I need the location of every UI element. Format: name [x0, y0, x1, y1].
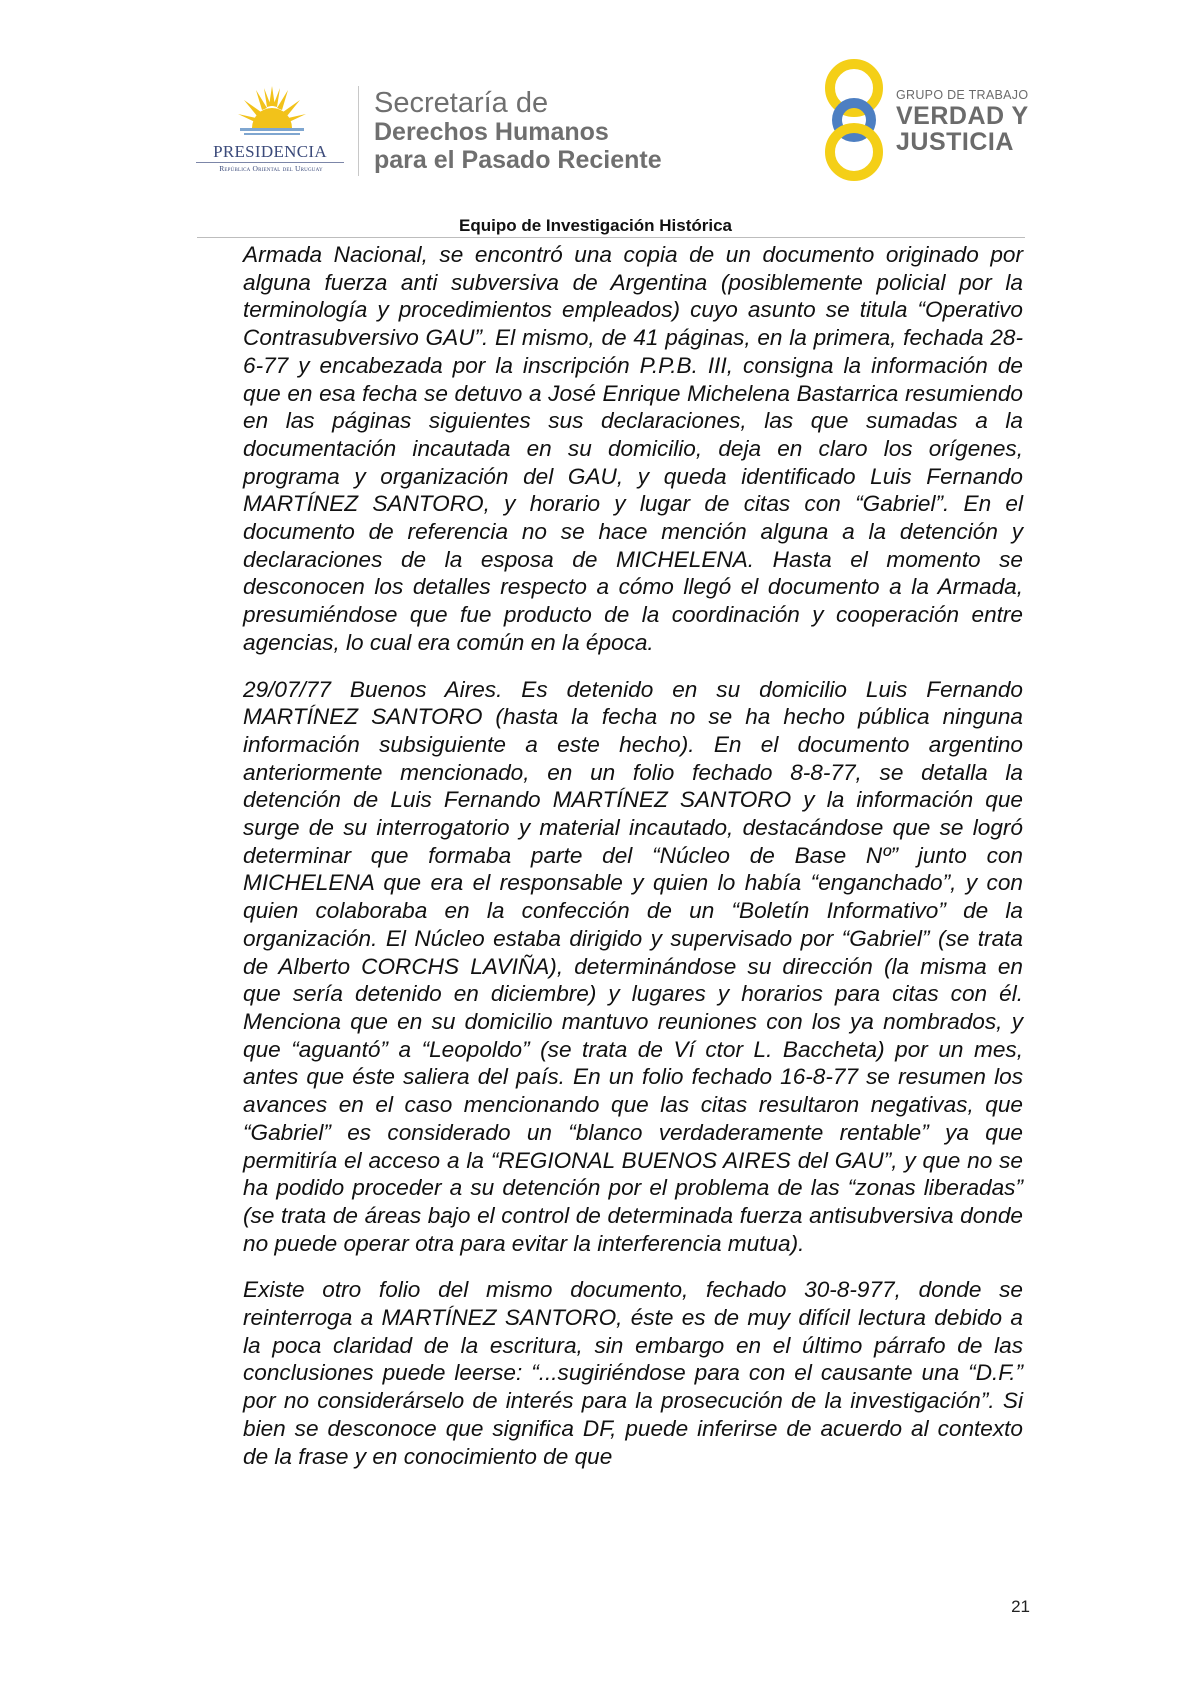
header-separator	[358, 86, 359, 176]
page-number: 21	[1011, 1597, 1030, 1616]
presidencia-logo	[196, 78, 346, 178]
paragraph-2: 29/07/77 Buenos Aires. Es detenido en su domicilio Luis Fernando MARTÍNEZ SANTORO (hasta la fecha no se ha hecho pública ninguna información subsiguiente a este hecho). En el documento argentino anteriormente mencionado, en un folio fechado 8-8-77, se detalla la detención de Luis Fernando MARTÍNEZ SANTORO y la información que surge de su interrogatorio y material incautado, destacándose que se logró determinar que formaba parte del “Núcleo de Base Nº” junto con MICHELENA que era el responsable y quien lo había “enganchado”, y con quien colaboraba en la confección de un “Boletín Informativo” de la organización. El Núcleo estaba dirigido y supervisado por “Gabriel” (se trata de Alberto CORCHS LAVIÑA), determinándose su dirección (la misma en que sería detenido en diciembre) y lugares y horarios para citas con él. Menciona que en su domicilio mantuvo reuniones con los ya nombrados, y que “aguantó” a “Leopoldo” (se trata de Ví ctor L. Baccheta) por un mes, antes que éste saliera del país. En un folio fechado 16-8-77 se resumen los avances en el caso mencionando que las citas resultaron negativas, que “Gabriel” es considerado un “blanco verdaderamente rentable” ya que permitiría el acceso a la “REGIONAL BUENOS AIRES del GAU”, y que no se ha podido proceder a su detención por el problema de las “zonas liberadas” (se trata de áreas bajo el control de determinada fuerza antisubversiva donde no puede operar otra para evitar la interferencia mutua).	[243, 676, 1023, 1256]
sun-emblem-icon	[236, 84, 308, 140]
secretaria-line-2: Derechos Humanos	[374, 118, 609, 146]
presidencia-subtitle: República Oriental del Uruguay	[219, 164, 323, 173]
page-header	[0, 0, 1191, 235]
secretaria-line-1: Secretaría de	[374, 87, 549, 119]
presidencia-divider	[196, 162, 344, 163]
secretaria-logo-text	[374, 88, 694, 174]
secretaria-line-3: para el Pasado Reciente	[374, 146, 662, 174]
grupo-line-1: GRUPO DE TRABAJO	[896, 88, 1029, 102]
header-rule	[197, 237, 1025, 238]
team-title: Equipo de Investigación Histórica	[459, 216, 732, 235]
paragraph-3: Existe otro folio del mismo documento, fechado 30-8-977, donde se reinterroga a MARTÍNEZ SANTORO, éste es de muy difícil lectura debido a la poca claridad de la escritura, sin embargo en el último párrafo de las conclusiones puede leerse: “...sugiriéndose para con el causante una “D.F.” por no considerárselo de interés para la prosecución de la investigación”. Si bien se desconoce que significa DF, puede inferirse de acuerdo al contexto de la frase y en conocimiento de que	[243, 1277, 1023, 1469]
presidencia-name: PRESIDENCIA	[213, 142, 327, 161]
grupo-trabajo-logo-text	[896, 88, 1056, 155]
grupo-line-2: VERDAD Y	[896, 102, 1029, 130]
grupo-line-3: JUSTICIA	[896, 128, 1014, 156]
paragraph-1: Armada Nacional, se encontró una copia de un documento originado por alguna fuerza anti subversiva de Argentina (posiblemente policial por la terminología y procedimientos empleados) cuyo asunto se titula “Operativo Contrasubversivo GAU”. El mismo, de 41 páginas, en la primera, fechada 28-6-77 y encabezada por la inscripción P.P.B. III, consigna la información de que en esa fecha se detuvo a José Enrique Michelena Bastarrica resumiendo en las páginas siguientes sus declaraciones, las que sumadas a la documentación incautada en su domicilio, deja en claro los orígenes, programa y organización del GAU, y queda identificado Luis Fernando MARTÍNEZ SANTORO, y horario y lugar de citas con “Gabriel”. En el documento de referencia no se hace mención alguna a la detención y declaraciones de la esposa de MICHELENA. Hasta el momento se desconocen los detalles respecto a cómo llegó el documento a la Armada, presumiéndose que fue producto de la coordinación y cooperación entre agencias, lo cual era común en la época.	[243, 242, 1023, 655]
body-text	[243, 241, 1023, 1489]
verdad-justicia-rings-icon	[818, 58, 890, 182]
